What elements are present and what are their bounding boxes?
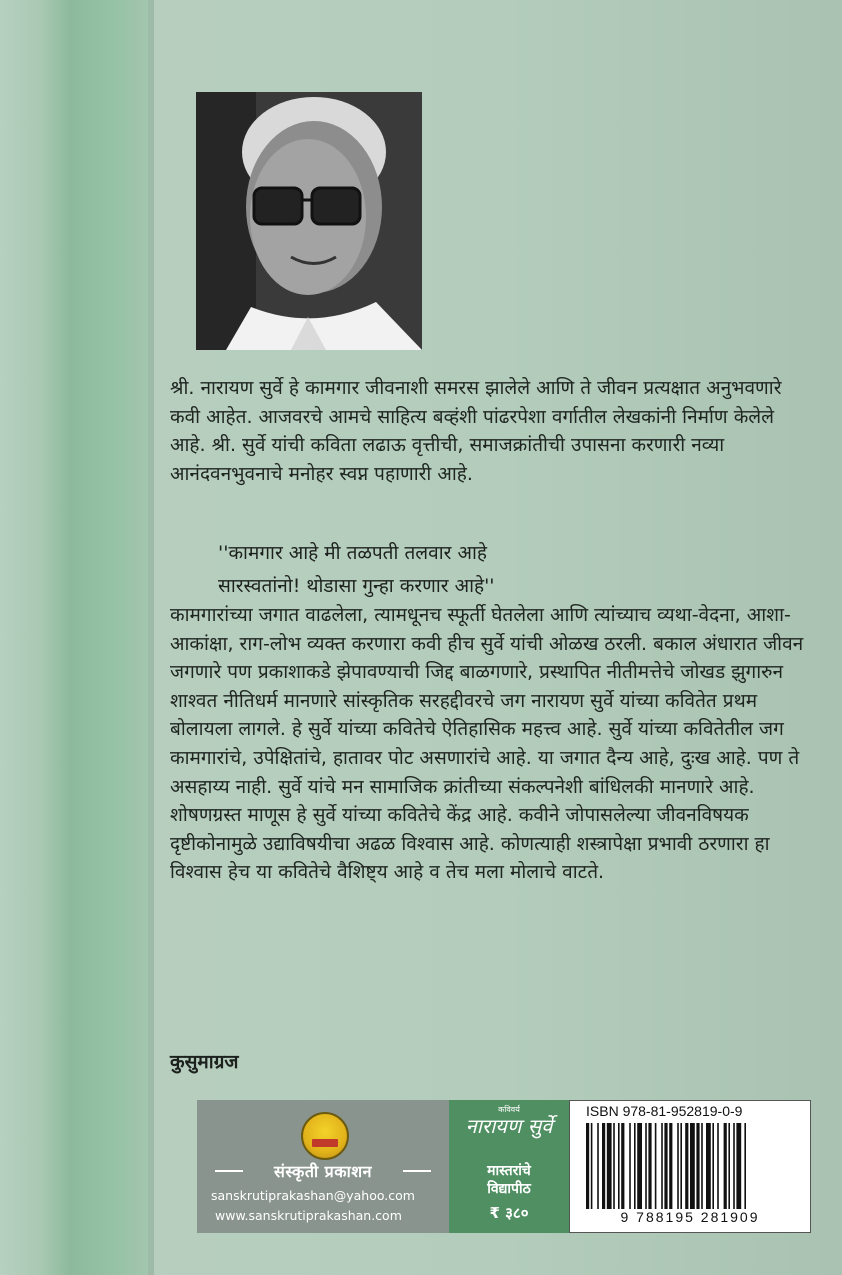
main-paragraph: कामगारांच्या जगात वाढलेला, त्यामधूनच स्फूर्ती घेतलेला आणि त्यांच्याच व्यथा-वेदना, आशा-आकांक्षा, राग-लोभ व्यक्त करणारा कवी हीच सुर्वे यांची ओळख ठरली. बकाल अंधारात जीवन जगणारे पण प्रकाशाकडे झेपावण्याची जिद्द बाळगणारे, प्रस्थापित नीतीमत्तेचे जोखड झुगारुन शाश्वत नीतिधर्म मानणारे सांस्कृतिक सरहद्दीवरचे जग नारायण सुर्वे यांच्या कवितेत प्रथम बोलायला लागले. हे सुर्वे यांच्या कवितेचे ऐतिहासिक महत्त्व आहे. सुर्वे यांच्या कवितेतील जग कामगारांचे, उपेक्षितांचे, हातावर पोट असणारांचे आहे. या जगात दैन्य आहे, दुःख आहे. पण ते असहाय्य नाही. सुर्वे यांचे मन सामाजिक क्रांतीच्या संकल्पनेशी बांधिलकी मानणारे आहे. शोषणग्रस्त माणूस हे सुर्वे यांच्या कवितेचे केंद्र आहे. कवीने जोपासलेल्या जीवनविषयक दृष्टीकोनामुळे उद्याविषयीचा अढळ विश्वास आहे. कोणत्याही शस्त्रापेक्षा प्रभावी ठरणारा हा विश्वास हेच या कवितेचे वैशिष्ट्य आहे व तेच मला मोलाचे वाटते. <box>170 604 804 884</box>
price: ₹ ३८० <box>489 1204 529 1222</box>
poem-quote <box>218 537 778 603</box>
barcode-digits: 9 788195 281909 <box>620 1209 760 1225</box>
publisher-email: sanskrutiprakashan@yahoo.com <box>211 1188 415 1203</box>
book-spine <box>0 0 150 1275</box>
publisher-website: www.sanskrutiprakashan.com <box>215 1208 402 1223</box>
series-prefix: कविवर्य <box>498 1105 520 1114</box>
series-block <box>449 1100 569 1233</box>
book-title-line-2: विद्यापीठ <box>487 1181 531 1197</box>
publisher-name: संस्कृती प्रकाशन <box>274 1162 372 1181</box>
book-title <box>449 1162 569 1198</box>
quote-line-1: ''कामगार आहे मी तळपती तलवार आहे <box>218 542 487 564</box>
publisher-block <box>197 1100 449 1233</box>
spine-edge <box>148 0 154 1275</box>
poet-name-logo: नारायण सुर्वे <box>465 1114 553 1138</box>
author-signature: कुसुमाग्रज <box>170 1051 239 1073</box>
footer-band <box>197 1100 811 1233</box>
isbn-block <box>569 1100 811 1233</box>
author-portrait <box>196 92 422 350</box>
isbn-label: ISBN 978-81-952819-0-9 <box>586 1103 743 1119</box>
quote-line-2: सारस्वतांनो! थोडासा गुन्हा करणार आहे'' <box>218 575 495 597</box>
intro-paragraph: श्री. नारायण सुर्वे हे कामगार जीवनाशी समरस झालेले आणि ते जीवन प्रत्यक्षात अनुभवणारे कवी आहेत. आजवरचे आमचे साहित्य बव्हंशी पांढरपेशा वर्गातील लेखकांनी निर्माण केलेले आहे. श्री. सुर्वे यांची कविता लढाऊ वृत्तीची, समाजक्रांतीची उपासना करणारी नव्या आनंदवनभुवनाचे मनोहर स्वप्न पहाणारी आहे. <box>170 377 782 485</box>
publisher-logo-icon <box>301 1112 349 1160</box>
book-title-line-1: मास्तरांचे <box>487 1163 531 1179</box>
barcode <box>584 1123 796 1209</box>
